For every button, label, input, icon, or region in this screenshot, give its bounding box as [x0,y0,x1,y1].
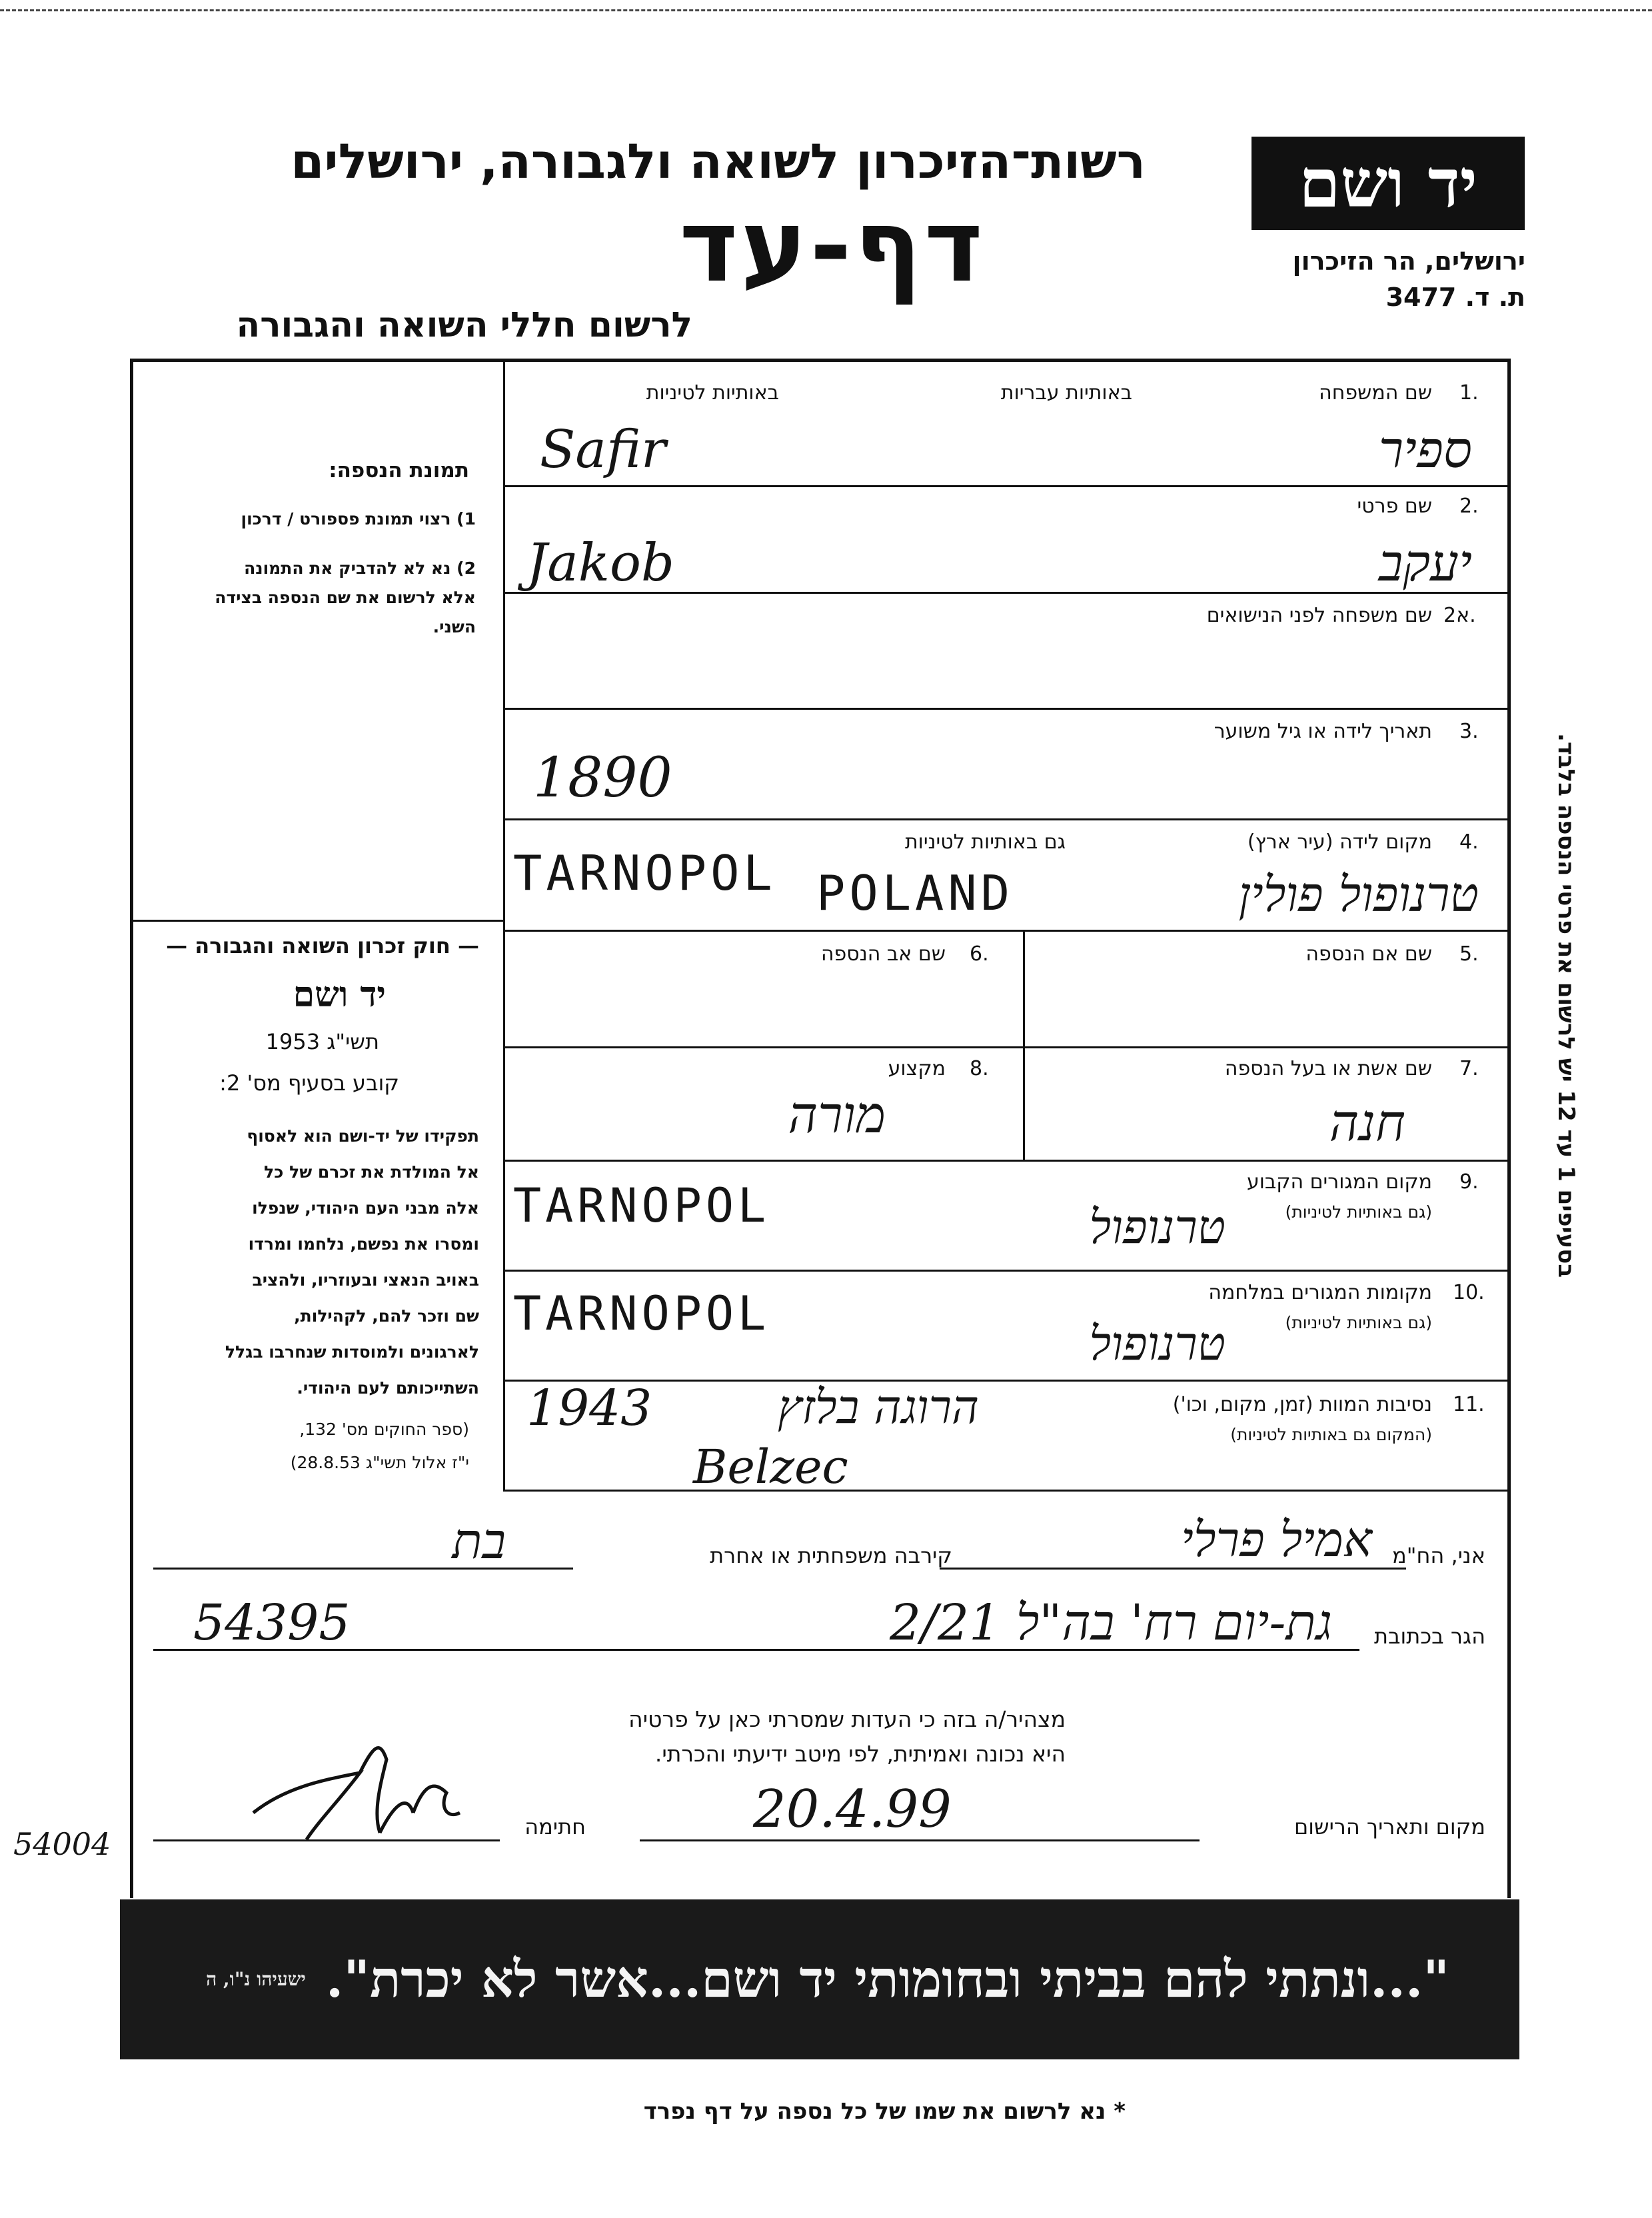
law-ref-1: (ספר החוקים מס' 132, [299,1420,469,1439]
field-4-latin-city[interactable]: TARNOPOL [513,845,776,901]
form-right-border [1507,359,1511,1898]
declaration-address-label: הגר בכתובת [1373,1624,1485,1649]
law-title: — חוק זכרון השואה והגבורה — [166,933,479,958]
row-sep-6 [503,1046,1509,1048]
field-5-number: 5. [1459,942,1479,966]
field-9-label: מקום המגורים הקבוע [1246,1170,1432,1194]
field-1-number: 1. [1459,381,1479,405]
margin-number: 54004 [13,1826,111,1862]
law-text-1: תפקידו של יד-ושם הוא לאסוף [247,1126,479,1146]
yad-vashem-logo [1251,137,1525,230]
photo-item-1: 1) רצוי תמונת פספורט / דרכון [241,509,476,529]
logo-text: יד ושם [1299,144,1477,223]
photo-item-2b: אלא לרשום את שם הנספה בצידה [215,588,476,607]
place-date-label: מקום ותאריך הרישום [1293,1814,1485,1839]
field-5-label: שם אם הנספה [1305,942,1432,966]
law-text-5: באויב הנאצי ובעוזריו, ולהציב [252,1270,479,1290]
row-sep-7 [503,1160,1509,1162]
law-ref-2: י"ז אלול תשי"ג 28.8.53) [290,1453,469,1472]
field-3-number: 3. [1459,720,1479,743]
row-sep-5 [503,930,1509,932]
field-10-label: מקומות המגורים במלחמה [1208,1281,1432,1304]
form-title: דף-עד [679,189,986,305]
place-date-line [640,1839,1200,1841]
field-7-value[interactable]: חנה [1329,1093,1405,1152]
field-9-hebrew-value[interactable]: טרנופול [1089,1200,1226,1254]
field-2-number: 2. [1459,495,1479,518]
row-sep-4 [503,818,1509,820]
fields-left-border [503,359,505,1492]
signature-label: חתימה [524,1814,586,1839]
law-name: יד ושם [293,974,386,1015]
field-4-number: 4. [1459,830,1479,854]
field-10-number: 10. [1453,1281,1485,1304]
banner-quote: "...ונתתי להם בביתי ובחומותי יד ושם...אשר לא יכרת". [325,1949,1449,2009]
field-9-sub: (גם באותיות לטיניות) [1285,1202,1432,1222]
photo-title: תמונת הנספה: [329,459,469,483]
row-sep-10 [503,1490,1509,1492]
field-10-hebrew-value[interactable]: טרנופול [1089,1316,1226,1371]
col-header-hebrew: באותיות עבריות [1000,381,1132,405]
address-line-1: ירושלים, הר הזיכרון [1292,247,1525,276]
law-text-4: ומסרו את נפשם, נלחמו ומרדו [248,1234,479,1254]
row-sep-1 [503,485,1509,487]
form-left-border [130,359,133,1898]
photo-item-2c: השני. [432,617,476,636]
field-4-hebrew-value[interactable]: טרנופול פולין [1238,866,1479,922]
quote-banner [120,1899,1519,2059]
law-text-7: לארגונים ולמוסדות שנחרבו בגלל [225,1342,479,1362]
declaration-relation-line [153,1568,573,1570]
address-line-2: ת. ד. 3477 [1385,283,1525,312]
law-text-8: השתייכותם לעם היהודי. [297,1378,479,1398]
field-11-label: נסיבות המוות (זמן, מקום, וכו') [1172,1393,1432,1416]
footer-note: * נא לרשום את שמו של כל נספה על דף נפרד [643,2098,1126,2125]
field-10-latin-value[interactable]: TARNOPOL [513,1286,770,1341]
declaration-address-zip[interactable]: 54395 [193,1594,351,1652]
row-sep-9 [503,1380,1509,1382]
field-11-sub: (המקום גם באותיות לטיניות) [1230,1425,1432,1444]
split-divider [1023,930,1025,1160]
form-subtitle: לרשום חללי השואה והגבורה [236,305,692,345]
field-1-hebrew-value[interactable]: ספיר [1378,420,1472,479]
field-8-value[interactable]: מורה [788,1085,886,1144]
field-3-label: תאריך לידה או גיל משוער [1214,720,1432,743]
field-11-latin-value[interactable]: Belzec [693,1440,848,1494]
field-9-number: 9. [1459,1170,1479,1194]
signature-mark[interactable] [247,1733,466,1846]
field-2-label: שם פרטי [1357,495,1432,518]
row-sep-3 [503,708,1509,710]
field-1-latin-value[interactable]: Safir [540,420,666,480]
field-7-label: שם אשת או בעל הנספה [1224,1057,1432,1080]
field-2-hebrew-value[interactable]: יעקב [1378,533,1472,592]
field-1-label: שם המשפחה [1319,381,1432,405]
field-7-number: 7. [1459,1057,1479,1080]
law-text-6: שם וזכר להם, לקהילות, [294,1306,479,1326]
field-10-sub: (גם באותיות לטיניות) [1285,1313,1432,1332]
banner-source: ישעיהו נ"ו, ה [206,1968,306,1990]
declaration-address-value[interactable]: גת-יום רח' בה"ל 2/21 [890,1594,1332,1652]
field-11-year[interactable]: 1943 [526,1380,652,1437]
field-11-hebrew-value[interactable]: הרוגה בלזץ [777,1380,979,1434]
col-header-latin: באותיות לטיניות [646,381,779,405]
field-2a-label: שם משפחה לפני הנישואים [1206,604,1432,627]
row-sep-8 [503,1270,1509,1272]
law-text-2: אל המולדת את זכרם של כל [264,1162,479,1182]
field-2-latin-value[interactable]: Jakob [526,533,674,593]
field-9-latin-value[interactable]: TARNOPOL [513,1178,770,1233]
law-year: תשי"ג 1953 [265,1029,379,1054]
field-6-label: שם אב הנספה [820,942,946,966]
declaration-relation-value[interactable]: בת [452,1513,506,1570]
place-date-value[interactable]: 20.4.99 [753,1779,952,1839]
declaration-i-value[interactable]: אמיל פרלי [1181,1512,1372,1568]
field-3-value[interactable]: 1890 [533,746,672,810]
field-8-label: מקצוע [888,1057,946,1080]
left-panel-sep [130,920,504,922]
field-11-number: 11. [1453,1393,1485,1416]
law-text-3: אלה מבני העם היהודי, שנפלו [252,1198,479,1218]
field-8-number: 8. [970,1057,989,1080]
declaration-statement-1: מצהיר/ה בזה כי העדות שמסרתי כאן על פרטיה [628,1706,1066,1732]
declaration-statement-2: היא נכונה ואמיתית, לפי מיטב ידיעתי והכרתי. [654,1741,1066,1767]
authority-title: רשות־הזיכרון לשואה ולגבורה, ירושלים [291,133,1146,189]
declaration-relation-label: קירבה משפחתית או אחרת [710,1543,952,1568]
field-4-latin-label: גם באותיות לטיניות [904,830,1066,854]
declaration-i-label: אני, הח"מ [1392,1543,1485,1568]
field-6-number: 6. [970,942,989,966]
photo-item-2a: 2) נא לא להדביק את התמונה [244,558,476,578]
form-top-border [130,359,1509,362]
law-clause: קובע בסעיף מס' 2: [219,1070,399,1096]
field-4-label: מקום לידה (עיר ארץ) [1247,830,1432,854]
field-2a-number: 2א. [1443,604,1476,627]
side-instruction: בסעיפים 1 עד 12 יש לרשום את פרטי הנספה בלבד. [1553,733,1579,1278]
field-4-latin-country[interactable]: POLAND [816,865,1014,921]
